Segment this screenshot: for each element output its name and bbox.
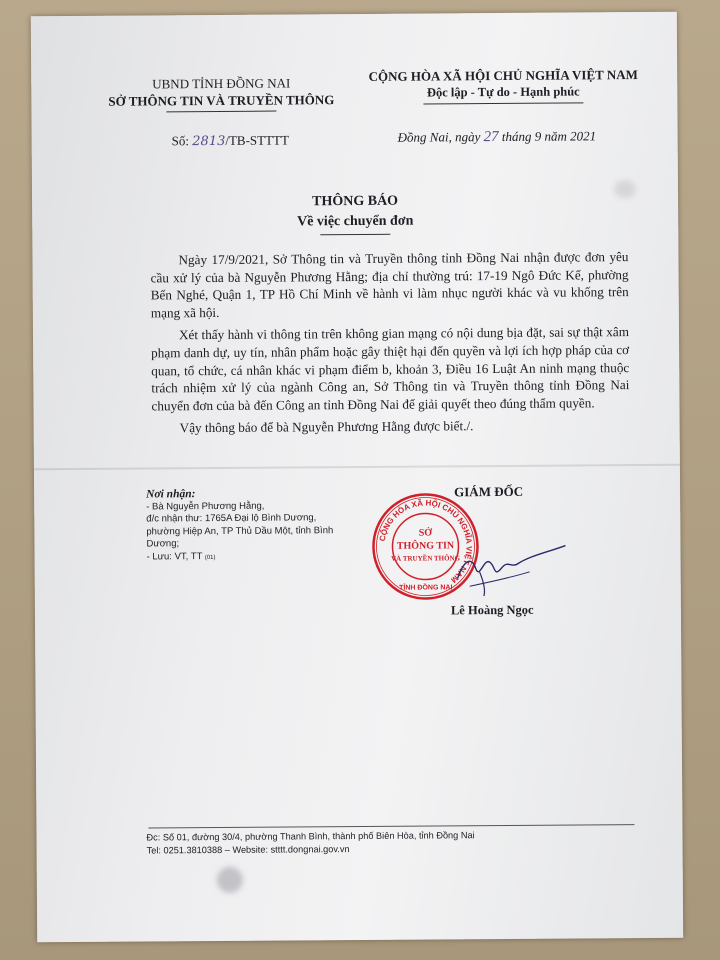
title-main: THÔNG BÁO xyxy=(312,193,399,210)
recipients-block xyxy=(146,487,337,564)
signer-position: GIÁM ĐỐC xyxy=(454,483,524,500)
document-title xyxy=(32,190,678,238)
footer-contact: Tel: 0251.3810388 – Website: stttt.dongnai.gov.vn xyxy=(146,844,350,856)
document-number xyxy=(172,132,289,149)
archive-line: - Lưu: VT, TT (01) xyxy=(146,550,216,562)
paragraph: Vậy thông báo để bà Nguyễn Phương Hằng được biết./. xyxy=(179,418,474,436)
national-motto: Độc lập - Tự do - Hạnh phúc xyxy=(426,84,580,100)
handwritten-signature xyxy=(449,538,569,599)
seal-center-line1: SỞ xyxy=(418,527,433,539)
recipient-line: - Bà Nguyễn Phương Hằng, xyxy=(146,500,265,512)
header-right-underline xyxy=(423,102,583,104)
recipients-heading: Nơi nhận: xyxy=(146,488,196,501)
signer-name: Lê Hoàng Ngọc xyxy=(450,602,534,618)
dateline-day: 27 xyxy=(483,129,499,146)
title-subject: Về việc chuyển đơn xyxy=(297,213,414,230)
seal-center-line3: VÀ TRUYỀN THÔNG xyxy=(391,554,461,563)
dateline-suffix: tháng 9 năm 2021 xyxy=(501,128,597,144)
seal-bottom-text: TỈNH ĐỒNG NAI xyxy=(399,584,453,592)
number-suffix: /TB-STTTT xyxy=(225,132,289,148)
provincial-committee: UBND TỈNH ĐỒNG NAI xyxy=(152,75,291,92)
ink-smudge xyxy=(217,867,243,893)
dateline-prefix: Đồng Nai, ngày xyxy=(397,129,481,145)
title-underline xyxy=(320,234,390,235)
header-left xyxy=(91,74,351,113)
header-right xyxy=(353,66,653,105)
header-left-underline xyxy=(166,111,276,113)
document-body xyxy=(150,248,629,442)
recipient-address: đ/c nhận thư: 1765A Đại lộ Bình Dương, phường Hiệp An, TP Thủ Dầu Một, tỉnh Bình Dương; xyxy=(146,512,334,550)
page-fold-crease xyxy=(34,464,680,471)
paragraph: Xét thấy hành vi thông tin trên không gian mạng có nội dung bịa đặt, sai sự thật xâm phạm danh dự, uy tín, nhân phẩm hoặc gây thiệt hại đến quyền và lợi ích hợp pháp của cơ quan, tổ chức, cá nhân khác vi phạm điểm b, khoản 3, Điều 16 Luật An ninh mạng thuộc trách nhiệm xử lý của ngành Công an, Sở Thông tin và Truyền thông tỉnh Đồng Nai chuyển đơn của bà đến Công an tỉnh Đồng Nai để giải quyết theo đúng thẩm quyền. xyxy=(151,324,630,414)
document-page xyxy=(31,12,683,942)
seal-center-line2: THÔNG TIN xyxy=(396,540,455,552)
dateline xyxy=(398,128,597,146)
ink-smudge xyxy=(614,180,636,198)
archive-count: (01) xyxy=(204,554,216,561)
paragraph: Ngày 17/9/2021, Sở Thông tin và Truyền thông tỉnh Đồng Nai nhận được đơn yêu cầu xử lý của bà Nguyễn Phương Hằng; địa chỉ thường trú: 17-19 Ngô Đức Kế, phường Bến Nghé, Quận 1, TP Hồ Chí Minh về hành vi làm nhục người khác và vu khống trên mạng xã hội. xyxy=(150,249,629,321)
department-name: SỞ THÔNG TIN VÀ TRUYỀN THÔNG xyxy=(108,92,335,109)
number-label: Số: xyxy=(171,133,190,149)
footer xyxy=(146,828,646,857)
footer-address: Đc: Số 01, đường 30/4, phường Thanh Bình, thành phố Biên Hòa, tỉnh Đồng Nai xyxy=(146,830,475,843)
national-title: CỘNG HÒA XÃ HỘI CHỦ NGHĨA VIỆT NAM xyxy=(368,67,638,84)
seal-ring-text: CỘNG HÒA XÃ HỘI CHỦ NGHĨA VIỆT NAM xyxy=(377,498,474,585)
number-handwritten: 2813 xyxy=(192,133,226,150)
